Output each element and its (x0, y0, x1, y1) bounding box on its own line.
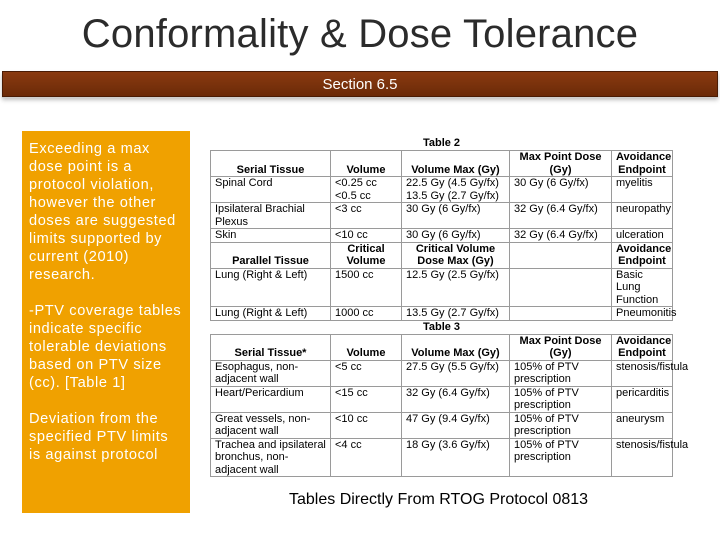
table-cell: 30 Gy (6 Gy/fx) (510, 177, 612, 203)
column-header: Critical Volume Dose Max (Gy) (402, 242, 510, 268)
table-cell: 27.5 Gy (5.5 Gy/fx) (402, 360, 510, 386)
table-cell: stenosis/fistula (612, 360, 673, 386)
table-cell: <4 cc (331, 438, 402, 477)
table-cell: Trachea and ipsilateral bronchus, non-adjacent wall (211, 438, 331, 477)
table-cell: ulceration (612, 229, 673, 243)
table-cell: 105% of PTV prescription (510, 386, 612, 412)
table-row (211, 386, 673, 412)
table-cell: 105% of PTV prescription (510, 438, 612, 477)
table-cell: pericarditis (612, 386, 673, 412)
sidebar-paragraph-3: Deviation from the specified PTV limits is against protocol (29, 411, 169, 463)
table-cell: neuropathy (612, 203, 673, 229)
column-header: Volume Max (Gy) (402, 151, 510, 177)
column-header: Critical Volume (331, 242, 402, 268)
table-3-header-row (211, 334, 673, 360)
source-caption: Tables Directly From RTOG Protocol 0813 (289, 491, 589, 508)
table-row (211, 268, 673, 307)
table-cell: 30 Gy (6 Gy/fx) (402, 229, 510, 243)
table-cell: aneurysm (612, 412, 673, 438)
table-2-subheader-row (211, 242, 673, 268)
table-cell: 13.5 Gy (2.7 Gy/fx) (402, 307, 510, 321)
table-cell: 30 Gy (6 Gy/fx) (402, 203, 510, 229)
tables-area (210, 137, 689, 477)
table-cell: Ipsilateral Brachial Plexus (211, 203, 331, 229)
table-cell: <3 cc (331, 203, 402, 229)
table-cell: 12.5 Gy (2.5 Gy/fx) (402, 268, 510, 307)
table-cell: 1000 cc (331, 307, 402, 321)
table-row (211, 438, 673, 477)
column-header: Max Point Dose (Gy) (510, 151, 612, 177)
table-row (211, 203, 673, 229)
table-cell: 47 Gy (9.4 Gy/fx) (402, 412, 510, 438)
table-cell (510, 307, 612, 321)
column-header: Avoidance Endpoint (612, 151, 673, 177)
table-row (211, 229, 673, 243)
table-cell: Great vessels, non-adjacent wall (211, 412, 331, 438)
table-cell: <10 cc (331, 412, 402, 438)
table-cell: <15 cc (331, 386, 402, 412)
table-cell: <10 cc (331, 229, 402, 243)
table-row (211, 412, 673, 438)
table-3 (210, 320, 689, 478)
table-cell: 105% of PTV prescription (510, 360, 612, 386)
table-2-header-row (211, 151, 673, 177)
page-title: Conformality & Dose Tolerance (81, 12, 639, 56)
table-cell: 32 Gy (6.4 Gy/fx) (510, 203, 612, 229)
table-cell: Spinal Cord (211, 177, 331, 203)
column-header (510, 242, 612, 268)
column-header: Volume (331, 334, 402, 360)
table-cell: Skin (211, 229, 331, 243)
column-header: Avoidance Endpoint (612, 334, 673, 360)
table-cell: 105% of PTV prescription (510, 412, 612, 438)
table-cell: 18 Gy (3.6 Gy/fx) (402, 438, 510, 477)
table-cell: <0.25 cc <0.5 cc (331, 177, 402, 203)
table-cell (510, 268, 612, 307)
table-row (211, 307, 673, 321)
table-cell: 32 Gy (6.4 Gy/fx) (510, 229, 612, 243)
table-cell: Esophagus, non-adjacent wall (211, 360, 331, 386)
column-header: Parallel Tissue (211, 242, 331, 268)
table-2-caption: Table 2 (422, 137, 461, 149)
table-2 (210, 137, 677, 321)
column-header: Max Point Dose (Gy) (510, 334, 612, 360)
column-header: Serial Tissue* (211, 334, 331, 360)
table-cell: Pneumonitis (612, 307, 673, 321)
column-header: Volume (331, 151, 402, 177)
table-cell: Basic Lung Function (612, 268, 673, 307)
table-cell: <5 cc (331, 360, 402, 386)
table-cell: Heart/Pericardium (211, 386, 331, 412)
table-row (211, 360, 673, 386)
table-cell: 32 Gy (6.4 Gy/fx) (402, 386, 510, 412)
sidebar-paragraph-2: -PTV coverage tables indicate specific tolerable deviations based on PTV size (cc). [Table 1] (29, 303, 182, 391)
sidebar-paragraph-1: Exceeding a max dose point is a protocol violation, however the other doses are suggested limits supported by current (2010) research. (29, 141, 176, 283)
table-cell: Lung (Right & Left) (211, 307, 331, 321)
table-cell: 22.5 Gy (4.5 Gy/fx) 13.5 Gy (2.7 Gy/fx) (402, 177, 510, 203)
section-banner: Section 6.5 (2, 71, 718, 97)
table-cell: stenosis/fistula (612, 438, 673, 477)
column-header: Volume Max (Gy) (402, 334, 510, 360)
table-cell: Lung (Right & Left) (211, 268, 331, 307)
table-cell: 1500 cc (331, 268, 402, 307)
table-3-caption: Table 3 (211, 321, 673, 335)
column-header: Serial Tissue (211, 151, 331, 177)
table-row (211, 177, 673, 203)
sidebar-notes (22, 131, 190, 513)
column-header: Avoidance Endpoint (612, 242, 673, 268)
table-cell: myelitis (612, 177, 673, 203)
